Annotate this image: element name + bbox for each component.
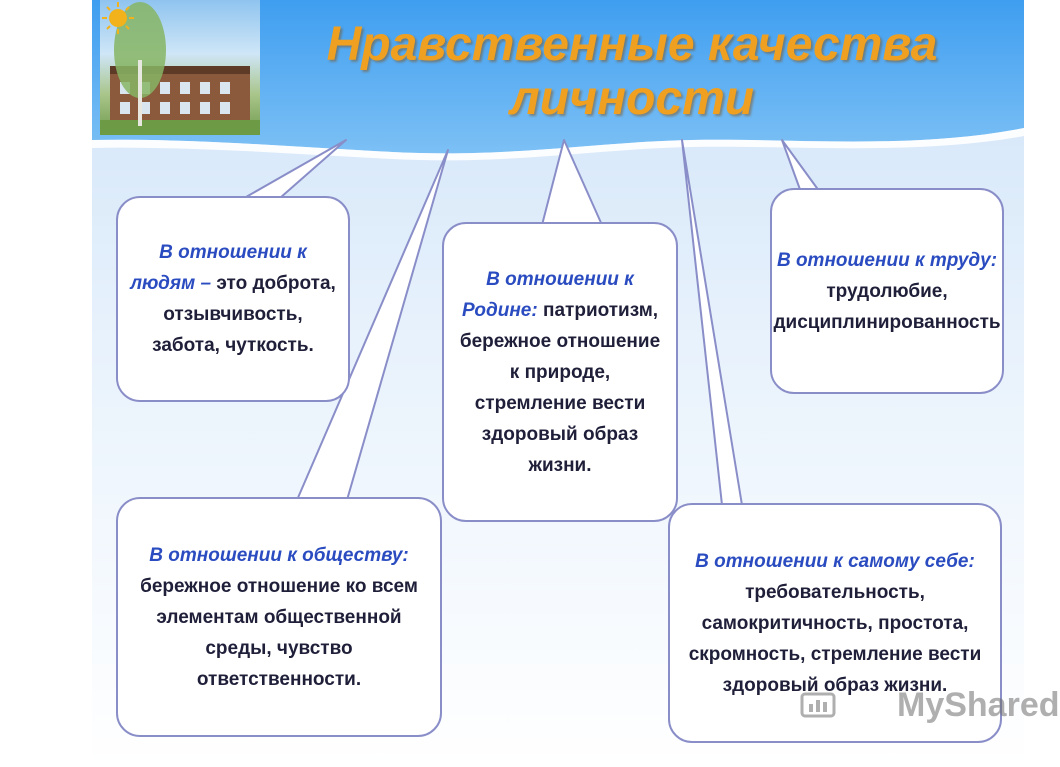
- box-self-head: В отношении к самому себе:: [695, 550, 975, 572]
- box-work-head: В отношении к труду:: [776, 249, 998, 271]
- connector-self: [682, 140, 742, 505]
- box-work: [770, 188, 1004, 394]
- box-homeland: [442, 222, 678, 522]
- box-people-body: это доброта, отзывчивость, забота, чуткость.: [152, 273, 336, 356]
- slide-canvas: [92, 0, 1060, 767]
- title-line-2: личности: [509, 72, 755, 125]
- box-work-body: трудолюбие, дисциплинированность: [773, 280, 1001, 333]
- box-people-head: В отношении к людям –: [130, 242, 307, 294]
- box-society: [116, 497, 442, 737]
- box-homeland-head: В отношении к Родине:: [461, 268, 634, 321]
- connector-work: [782, 140, 822, 195]
- connector-homeland: [542, 140, 602, 225]
- box-people: [116, 196, 350, 402]
- box-homeland-body: патриотизм, бережное отношение к природе, стремление вести здоровый образ жизни.: [459, 299, 661, 476]
- box-society-head: В отношении к обществу:: [149, 544, 409, 566]
- watermark-text: MyShared: [897, 686, 1060, 724]
- box-self-body: требовательность, самокритичность, простота, скромность, стремление вести здоровый образ жизни.: [688, 581, 982, 696]
- box-society-body: бережное отношение ко всем элементам общественной среды, чувство ответственности.: [140, 575, 418, 690]
- title-line-1: Нравственные качества: [326, 18, 938, 71]
- watermark-logo-icon: [800, 690, 836, 722]
